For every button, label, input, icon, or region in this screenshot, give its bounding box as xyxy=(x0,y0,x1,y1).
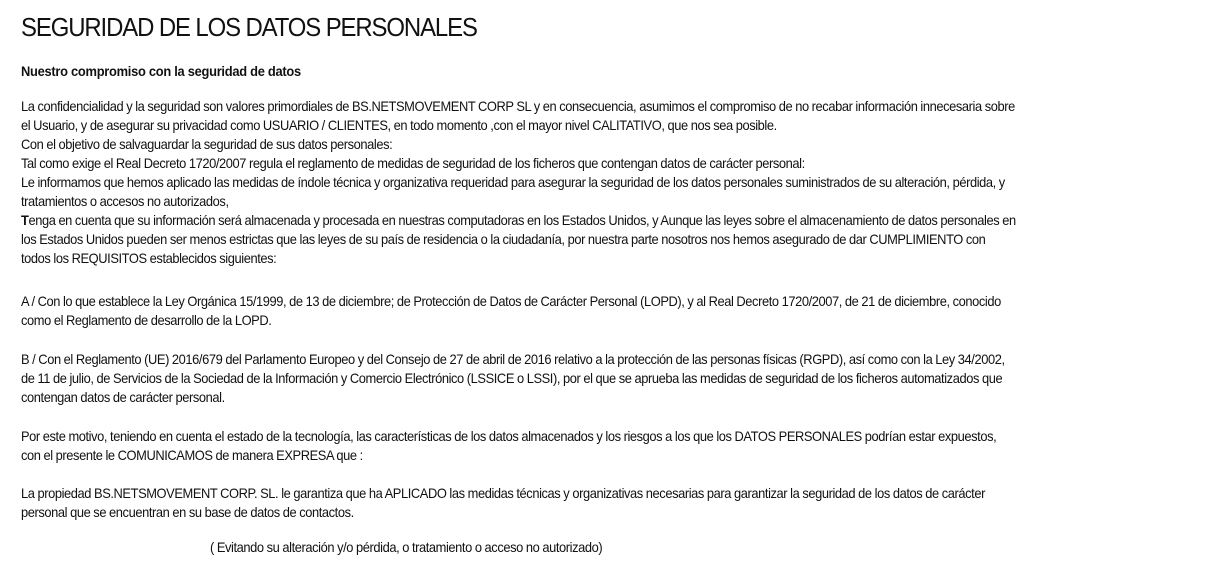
motive-paragraph xyxy=(21,427,1199,465)
page-title: SEGURIDAD DE LOS DATOS PERSONALES xyxy=(21,12,477,42)
guarantee-paragraph xyxy=(21,484,1199,522)
intro-line: Le informamos que hemos aplicado las medidas de índole técnica y organizativa requeridad para asegurar la seguridad de los datos personales suministrados de su alteración, pérdida, y xyxy=(21,174,1005,190)
paragraph-line: personal que se encuentran en su base de datos de contactos. xyxy=(21,504,354,520)
paragraph-line: como el Reglamento de desarrollo de la LOPD. xyxy=(21,312,272,328)
tenga-line-text: enga en cuenta que su información será almacenada y procesada en nuestras computadoras en los Estados Unidos, y Aunque las leyes sobre el almacenamiento de datos personales en xyxy=(28,212,1016,228)
tenga-line xyxy=(21,211,1199,230)
tenga-line: todos los REQUISITOS establecidos siguientes: xyxy=(21,250,277,266)
paragraph-line: La propiedad BS.NETSMOVEMENT CORP. SL. le garantiza que ha APLICADO las medidas técnicas y organizativas necesarias para garantizar la seguridad de los datos de carácter xyxy=(21,485,985,501)
intro-line: La confidencialidad y la seguridad son valores primordiales de BS.NETSMOVEMENT CORP SL y en consecuencia, asumimos el compromiso de no recabar información innecesaria sobre xyxy=(21,98,1015,114)
legal-paragraph-b xyxy=(21,350,1199,407)
bold-initial: T xyxy=(21,212,29,228)
intro-line: tratamientos o accesos no autorizados, xyxy=(21,193,229,209)
paragraph-line: contengan datos de carácter personal. xyxy=(21,389,225,405)
paragraph-line: Por este motivo, teniendo en cuenta el estado de la tecnología, las características de los datos almacenados y los riesgos a los que los DATOS PERSONALES podrían estar expuestos, xyxy=(21,428,997,444)
intro-paragraph xyxy=(21,97,1199,268)
intro-line: Tal como exige el Real Decreto 1720/2007 regula el reglamento de medidas de seguridad de los ficheros que contengan datos de carácter personal: xyxy=(21,155,805,171)
tenga-line: los Estados Unidos pueden ser menos estrictas que las leyes de su país de residencia o la ciudadanía, por nuestra parte nosotros nos hemos asegurado de dar CUMPLIMIENTO con xyxy=(21,231,986,247)
section-subtitle: Nuestro compromiso con la seguridad de datos xyxy=(21,63,301,79)
paragraph-line: A / Con lo que establece la Ley Orgánica 15/1999, de 13 de diciembre; de Protección de Datos de Carácter Personal (LOPD), y al Real Decreto 1720/2007, de 21 de diciembre, conocido xyxy=(21,293,1001,309)
paragraph-line: con el presente le COMUNICAMOS de manera EXPRESA que : xyxy=(21,447,363,463)
intro-line: el Usuario, y de asegurar su privacidad como USUARIO / CLIENTES, en todo momento ,con el mayor nivel CALITATIVO, que nos sea posible. xyxy=(21,117,777,133)
closing-note: ( Evitando su alteración y/o pérdida, o tratamiento o acceso no autorizado) xyxy=(210,539,603,555)
legal-paragraph-a xyxy=(21,292,1199,330)
paragraph-line: B / Con el Reglamento (UE) 2016/679 del Parlamento Europeo y del Consejo de 27 de abril de 2016 relativo a la protección de las personas físicas (RGPD), así como con la Ley 34/2002, xyxy=(21,351,1005,367)
intro-line: Con el objetivo de salvaguardar la seguridad de sus datos personales: xyxy=(21,136,393,152)
paragraph-line: de 11 de julio, de Servicios de la Sociedad de la Información y Comercio Electrónico (LSSICE o LSSI), por el que se aprueba las medidas de seguridad de los ficheros automatizados que xyxy=(21,370,1003,386)
